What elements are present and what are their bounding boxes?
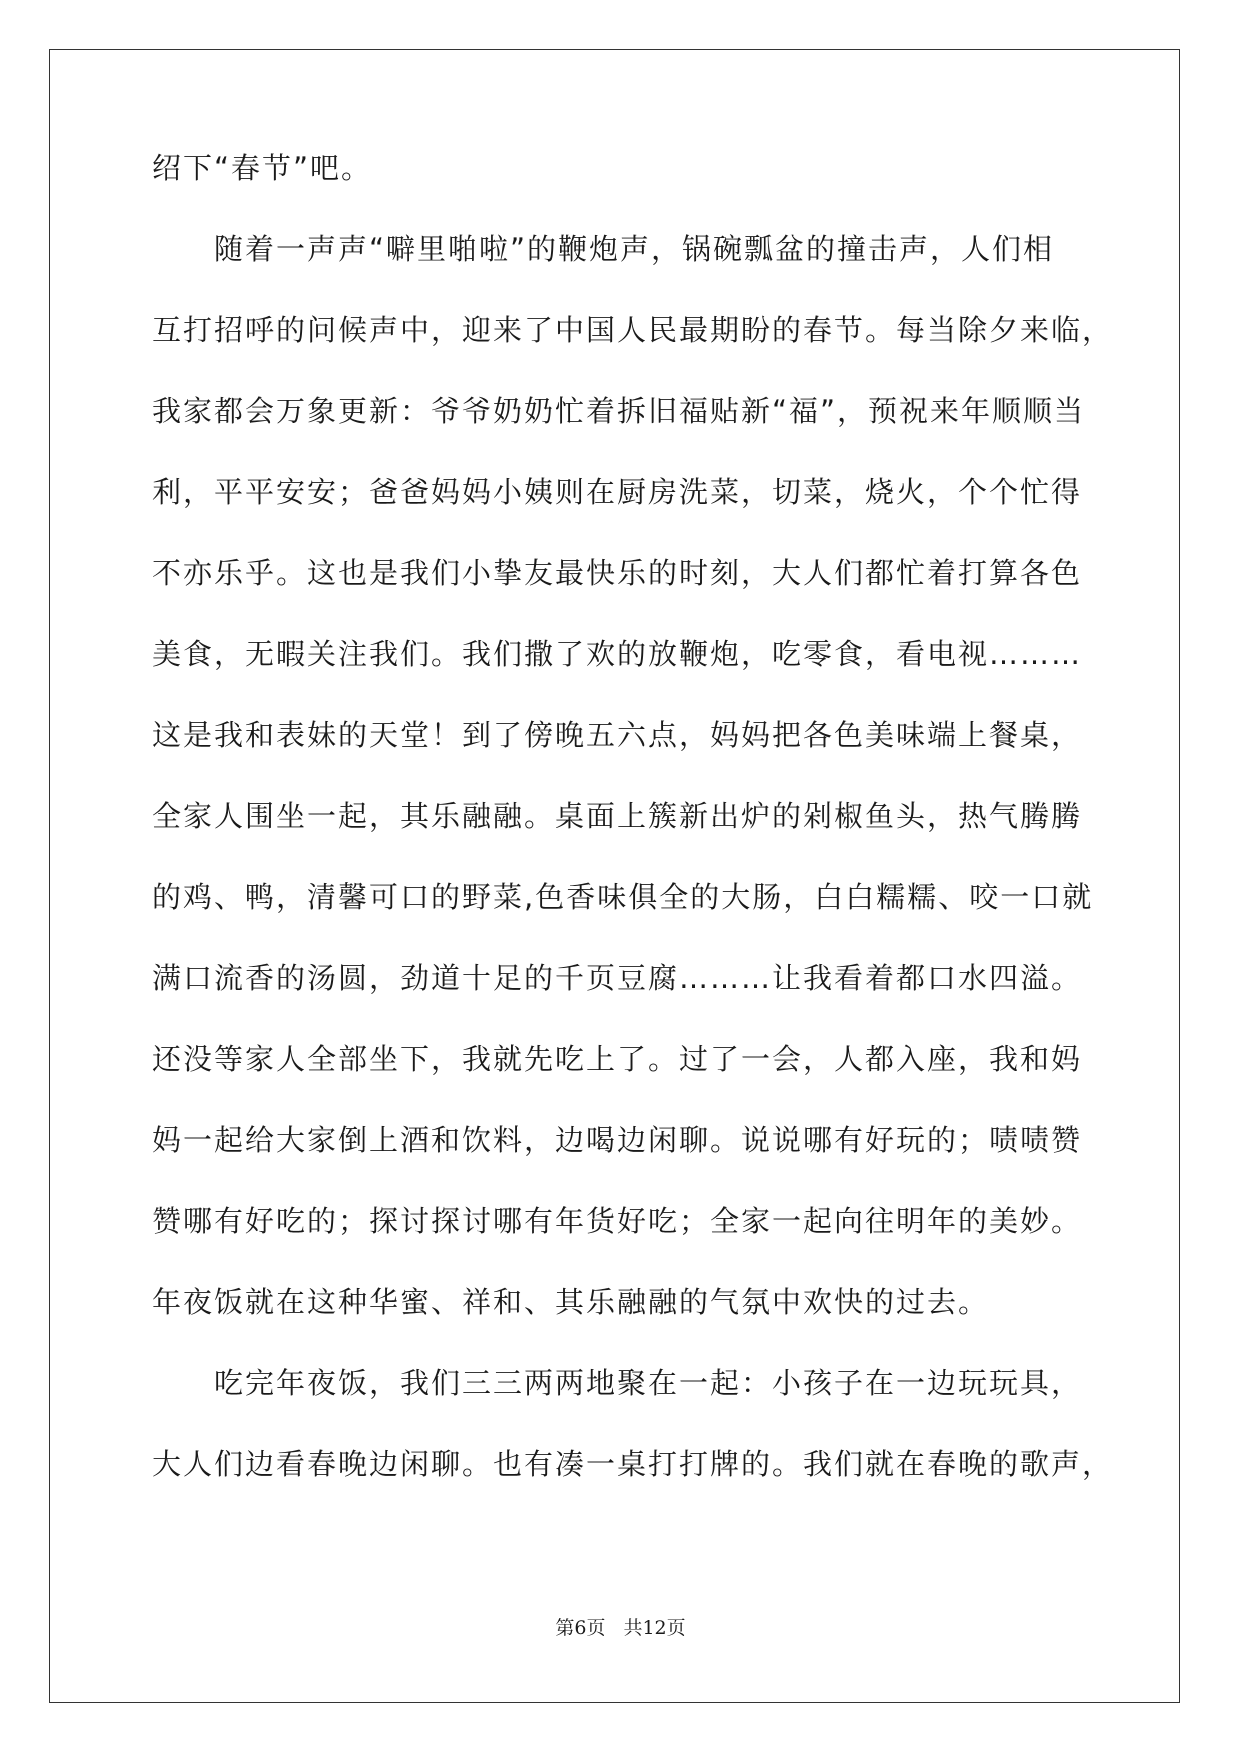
text-line: 美食，无暇关注我们。我们撒了欢的放鞭炮，吃零食，看电视……… [152, 637, 1083, 671]
text-line: 满口流香的汤圆，劲道十足的千页豆腐………让我看着都口水四溢。 [152, 961, 1083, 995]
page-number: 第6页 [555, 1617, 606, 1639]
text-line: 全家人围坐一起，其乐融融。桌面上簇新出炉的剁椒鱼头，热气腾腾 [152, 799, 1083, 833]
text-line: 吃完年夜饭，我们三三两两地聚在一起：小孩子在一边玩玩具， [152, 1366, 1083, 1400]
text-line: 还没等家人全部坐下，我就先吃上了。过了一会，人都入座，我和妈 [152, 1042, 1083, 1076]
text-line: 妈一起给大家倒上酒和饮料，边喝边闲聊。说说哪有好玩的；啧啧赞 [152, 1123, 1083, 1157]
page-footer [0, 1616, 1241, 1640]
text-line: 大人们边看春晚边闲聊。也有凑一桌打打牌的。我们就在春晚的歌声， [152, 1447, 1114, 1481]
text-line: 的鸡、鸭，清馨可口的野菜,色香味俱全的大肠，白白糯糯、咬一口就 [152, 880, 1094, 914]
text-line: 互打招呼的问候声中，迎来了中国人民最期盼的春节。每当除夕来临， [152, 313, 1114, 347]
text-line: 年夜饭就在这种华蜜、祥和、其乐融融的气氛中欢快的过去。 [152, 1285, 990, 1319]
text-line: 赞哪有好吃的；探讨探讨哪有年货好吃；全家一起向往明年的美妙。 [152, 1204, 1083, 1238]
page-total: 共12页 [623, 1617, 686, 1639]
text-line: 绍下“春节”吧。 [152, 151, 373, 185]
text-line: 这是我和表妹的天堂！到了傍晚五六点，妈妈把各色美味端上餐桌， [152, 718, 1083, 752]
text-line: 随着一声声“噼里啪啦”的鞭炮声，锅碗瓢盆的撞击声，人们相 [152, 232, 1055, 266]
text-line: 利，平平安安；爸爸妈妈小姨则在厨房洗菜，切菜，烧火，个个忙得 [152, 475, 1083, 509]
text-line: 我家都会万象更新：爷爷奶奶忙着拆旧福贴新“福”，预祝来年顺顺当 [152, 394, 1086, 428]
text-line: 不亦乐乎。这也是我们小挚友最快乐的时刻，大人们都忙着打算各色 [152, 556, 1083, 590]
